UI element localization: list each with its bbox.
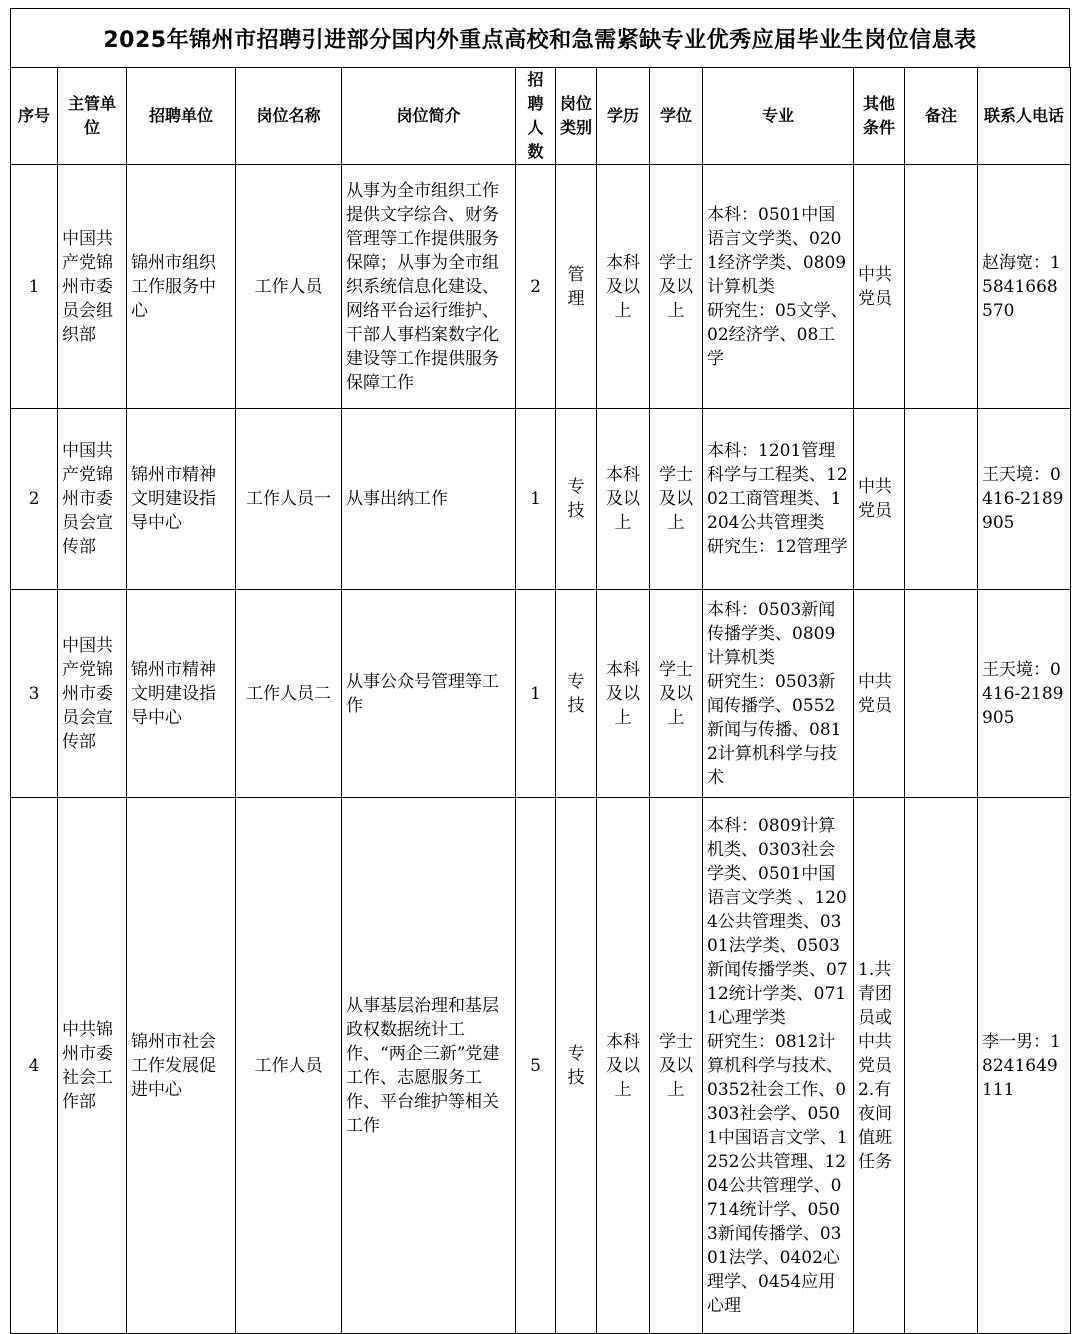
header-no: 序号 — [11, 68, 58, 165]
cell-other: 中共党员 — [854, 590, 905, 798]
cell-no: 2 — [11, 409, 58, 590]
cell-degree: 学士及以上 — [650, 409, 703, 590]
cell-unit: 锦州市社会工作发展促进中心 — [127, 798, 236, 1334]
cell-other: 中共党员 — [854, 409, 905, 590]
major-grad: 研究生：12管理学 — [707, 537, 848, 557]
table-row — [11, 590, 1071, 798]
cell-count: 5 — [516, 798, 556, 1334]
header-dept: 主管单位 — [58, 68, 127, 165]
major-grad: 研究生：0812计算机科学与技术、0352社会工作、0303社会学、0501中国语言文学、1252公共管理、1204公共管理学、0714统计学、0503新闻传播学、0301法学、0402心理学、0454应用心理 — [707, 1031, 848, 1316]
header-category: 岗位类别 — [556, 68, 597, 165]
header-contact: 联系人电话 — [978, 68, 1071, 165]
cell-education: 本科及以上 — [597, 165, 650, 409]
cell-desc: 从事基层治理和基层政权数据统计工作、“两企三新”党建工作、志愿服务工作、平台维护等相关工作 — [342, 798, 516, 1334]
cell-degree: 学士及以上 — [650, 590, 703, 798]
header-major: 专业 — [703, 68, 854, 165]
cell-degree: 学士及以上 — [650, 165, 703, 409]
cell-education: 本科及以上 — [597, 798, 650, 1334]
cell-major — [703, 798, 854, 1334]
cell-post: 工作人员一 — [236, 409, 342, 590]
cell-other: 中共党员 — [854, 165, 905, 409]
major-grad: 研究生：0503新闻传播学、0552 新闻与传播、0812计算机科学与技术 — [707, 671, 842, 788]
cell-desc: 从事出纳工作 — [342, 409, 516, 590]
header-unit: 招聘单位 — [127, 68, 236, 165]
cell-no: 4 — [11, 798, 58, 1334]
cell-unit: 锦州市组织工作服务中心 — [127, 165, 236, 409]
header-post: 岗位名称 — [236, 68, 342, 165]
cell-no: 1 — [11, 165, 58, 409]
cell-education: 本科及以上 — [597, 590, 650, 798]
header-row — [11, 68, 1071, 165]
cell-unit: 锦州市精神文明建设指导中心 — [127, 409, 236, 590]
cell-contact: 王天境：0416-2189905 — [978, 409, 1071, 590]
header-education: 学历 — [597, 68, 650, 165]
cell-category: 专技 — [556, 409, 597, 590]
cell-dept: 中国共产党锦州市委员会宣传部 — [58, 409, 127, 590]
cell-dept: 中国共产党锦州市委员会组织部 — [58, 165, 127, 409]
cell-dept: 中国共产党锦州市委员会宣传部 — [58, 590, 127, 798]
cell-dept: 中共锦州市委社会工作部 — [58, 798, 127, 1334]
cell-note — [905, 409, 978, 590]
cell-post: 工作人员二 — [236, 590, 342, 798]
cell-degree: 学士及以上 — [650, 798, 703, 1334]
major-undergrad: 本科：0809计算机类、0303社会学类、0501中国语言文学类 、1204公共管理类、0301法学类、0503新闻传播学类、0712统计学类、0711心理学类 — [707, 815, 848, 1028]
header-count: 招聘人数 — [516, 68, 556, 165]
cell-other: 1.共青团员或中共党员2.有夜间值班任务 — [854, 798, 905, 1334]
cell-count: 1 — [516, 590, 556, 798]
header-desc: 岗位简介 — [342, 68, 516, 165]
cell-no: 3 — [11, 590, 58, 798]
major-undergrad: 本科：0503新闻传播学类、0809计算机类 — [707, 599, 836, 668]
major-grad: 研究生：05文学、02经济学、08工学 — [707, 300, 848, 369]
cell-contact: 李一男：18241649111 — [978, 798, 1071, 1334]
cell-education: 本科及以上 — [597, 409, 650, 590]
cell-major — [703, 409, 854, 590]
table-row — [11, 409, 1071, 590]
cell-category: 专技 — [556, 798, 597, 1334]
header-degree: 学位 — [650, 68, 703, 165]
cell-desc: 从事公众号管理等工作 — [342, 590, 516, 798]
major-undergrad: 本科：0501中国语言文学类、0201经济学类、0809计算机类 — [707, 204, 847, 297]
cell-category: 专技 — [556, 590, 597, 798]
table-row — [11, 165, 1071, 409]
header-other: 其他条件 — [854, 68, 905, 165]
positions-table — [10, 67, 1071, 1334]
header-note: 备注 — [905, 68, 978, 165]
cell-desc: 从事为全市组织工作提供文字综合、财务管理等工作提供服务保障；从事为全市组织系统信息化建设、网络平台运行维护、干部人事档案数字化建设等工作提供服务保障工作 — [342, 165, 516, 409]
cell-note — [905, 798, 978, 1334]
cell-note — [905, 165, 978, 409]
table-title: 2025年锦州市招聘引进部分国内外重点高校和急需紧缺专业优秀应届毕业生岗位信息表 — [10, 8, 1070, 67]
cell-unit: 锦州市精神文明建设指导中心 — [127, 590, 236, 798]
cell-category: 管理 — [556, 165, 597, 409]
major-undergrad: 本科：1201管理科学与工程类、1202工商管理类、1204公共管理类 — [707, 441, 848, 533]
cell-major — [703, 590, 854, 798]
table-row — [11, 798, 1071, 1334]
cell-count: 1 — [516, 409, 556, 590]
cell-post: 工作人员 — [236, 798, 342, 1334]
cell-post: 工作人员 — [236, 165, 342, 409]
cell-major — [703, 165, 854, 409]
cell-note — [905, 590, 978, 798]
cell-contact: 赵海宽：15841668570 — [978, 165, 1071, 409]
cell-contact: 王天境：0416-2189905 — [978, 590, 1071, 798]
cell-count: 2 — [516, 165, 556, 409]
recruitment-sheet — [10, 8, 1070, 1334]
